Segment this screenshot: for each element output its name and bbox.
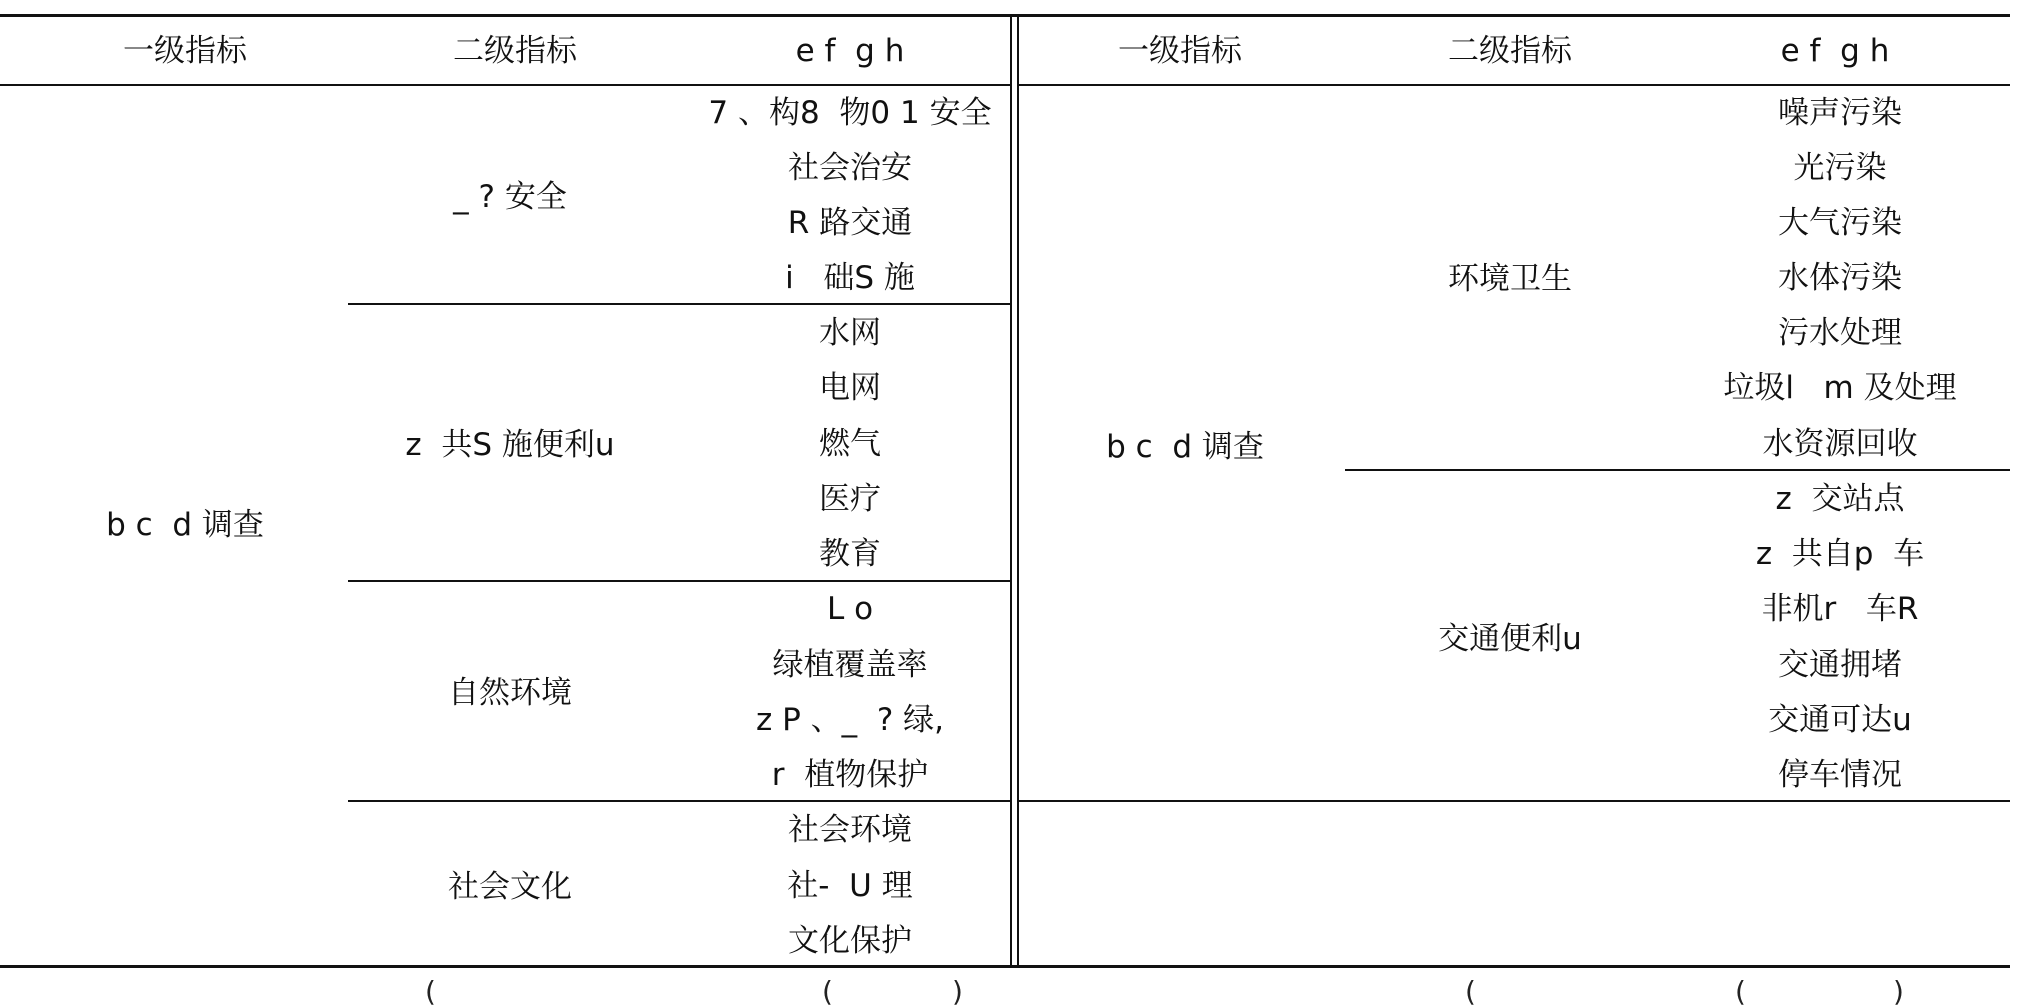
header-bottom-rule-right xyxy=(1018,84,2010,86)
center-separator-b xyxy=(1017,14,1019,968)
table-top-rule xyxy=(0,14,2010,17)
crop-mark: ) xyxy=(1893,975,1904,1008)
left-item: R 路交通 xyxy=(787,204,913,241)
group-divider-left-1 xyxy=(348,303,1010,305)
header-level1-right: 一级指标 xyxy=(1118,32,1242,69)
left-item: 水网 xyxy=(819,314,881,351)
left-item: r 植物保护 xyxy=(771,756,929,793)
group-divider-left-3 xyxy=(348,800,1010,802)
group-divider-right-1 xyxy=(1345,469,2010,471)
left-level1-cell: b c d 调查 xyxy=(106,506,264,543)
left-item: 7 、构8 物0 1 安全 xyxy=(708,94,992,131)
right-group-environment-sanitation: 环境卫生 xyxy=(1448,260,1572,297)
left-item: 社会治安 xyxy=(788,149,912,186)
crop-mark: ( xyxy=(425,975,436,1008)
left-item: 医疗 xyxy=(819,480,881,517)
table-bottom-rule xyxy=(0,965,2010,968)
left-item: 绿植覆盖率 xyxy=(772,646,928,683)
header-bottom-rule-left xyxy=(0,84,1010,86)
right-item: z 交站点 xyxy=(1775,480,1905,517)
right-item: 水资源回收 xyxy=(1762,425,1918,462)
left-item: 文化保护 xyxy=(788,922,912,959)
right-item: 污水处理 xyxy=(1778,314,1902,351)
crop-mark: ( xyxy=(822,975,833,1008)
right-item: 交通拥堵 xyxy=(1778,646,1902,683)
right-item: 垃圾l m 及处理 xyxy=(1723,369,1957,406)
left-item: z P 、_ ? 绿, xyxy=(755,701,945,738)
left-item: 社- U 理 xyxy=(787,867,913,904)
header-level2-right: 二级指标 xyxy=(1448,32,1572,69)
left-item: i 础S 施 xyxy=(785,259,915,296)
crop-mark: ( xyxy=(1735,975,1746,1008)
left-item: 电网 xyxy=(819,369,881,406)
right-item: 光污染 xyxy=(1793,149,1887,186)
left-item: 社会环境 xyxy=(788,811,912,848)
crop-mark: ) xyxy=(952,975,963,1008)
group-divider-right-2 xyxy=(1018,800,2010,802)
left-group-public-facilities: z 共S 施便利u xyxy=(405,426,615,463)
right-item: 停车情况 xyxy=(1778,756,1902,793)
header-level2-left: 二级指标 xyxy=(453,32,577,69)
right-group-traffic-convenience: 交通便利u xyxy=(1438,620,1582,657)
left-item: L o xyxy=(826,590,874,627)
left-item: 教育 xyxy=(819,535,881,572)
right-item: 大气污染 xyxy=(1778,204,1902,241)
center-separator-a xyxy=(1010,14,1012,968)
right-level1-cell: b c d 调查 xyxy=(1106,428,1264,465)
header-level3-right: e f g h xyxy=(1780,32,1890,69)
left-group-social-culture: 社会文化 xyxy=(448,868,572,905)
header-level3-left: e f g h xyxy=(795,32,905,69)
right-item: 噪声污染 xyxy=(1778,94,1902,131)
right-item: 水体污染 xyxy=(1778,259,1902,296)
left-group-safety: _ ? 安全 xyxy=(453,178,567,215)
header-level1-left: 一级指标 xyxy=(123,32,247,69)
right-item: 交通可达u xyxy=(1768,701,1912,738)
right-item: z 共自p 车 xyxy=(1755,535,1925,572)
group-divider-left-2 xyxy=(348,580,1010,582)
left-group-natural-environment: 自然环境 xyxy=(448,674,572,711)
left-item: 燃气 xyxy=(819,425,881,462)
right-item: 非机r 车R xyxy=(1761,590,1919,627)
crop-mark: ( xyxy=(1465,975,1476,1008)
